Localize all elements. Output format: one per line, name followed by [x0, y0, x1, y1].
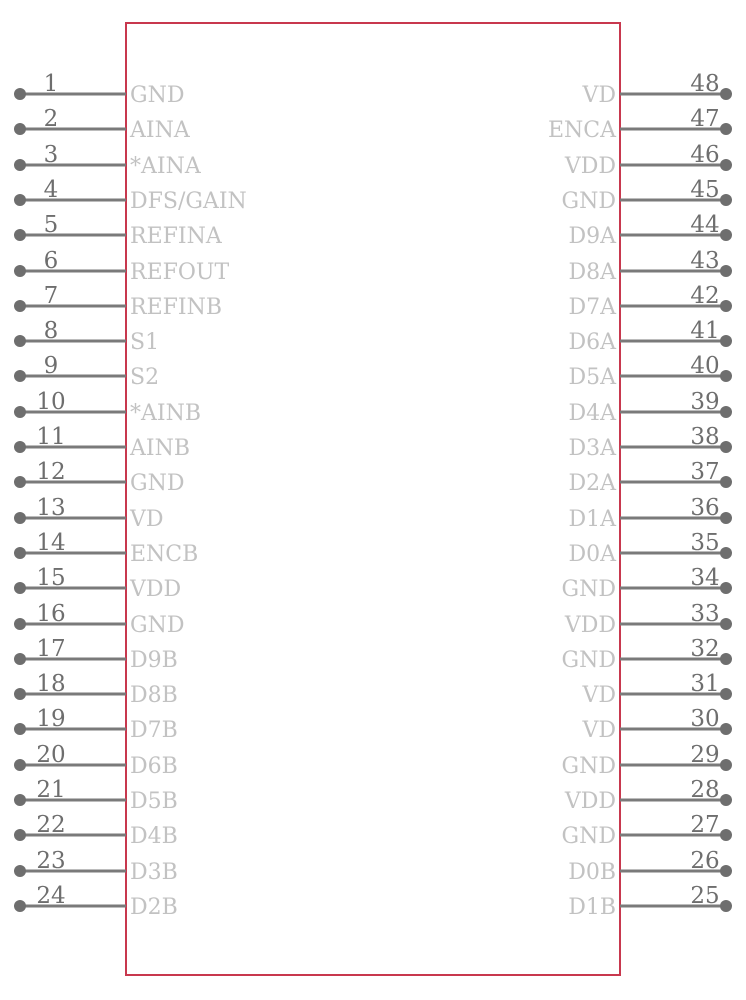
pin-name: VD	[582, 718, 616, 743]
pin-endpoint	[14, 194, 26, 206]
pin-name: D7A	[568, 295, 616, 320]
pin-endpoint	[14, 406, 26, 418]
pin-number: 43	[690, 248, 720, 274]
pin-number: 25	[690, 883, 720, 909]
pin-number: 27	[690, 812, 720, 838]
pin-number: 9	[43, 353, 59, 379]
pin-name: GND	[130, 471, 185, 496]
pin-number: 32	[690, 636, 720, 662]
pin-name: D0A	[568, 542, 616, 567]
pin-number: 40	[690, 353, 720, 379]
pin-name: REFINB	[130, 295, 222, 320]
pin-name: S2	[130, 365, 160, 390]
pin-name: D2B	[130, 895, 178, 920]
pin-number: 35	[690, 530, 720, 556]
pin-endpoint	[720, 123, 732, 135]
pin-endpoint	[720, 759, 732, 771]
right-pin-group	[548, 71, 732, 920]
pin-number: 28	[690, 777, 720, 803]
pin-endpoint	[720, 335, 732, 347]
pin-endpoint	[720, 194, 732, 206]
pin-endpoint	[14, 159, 26, 171]
pin-name: VDD	[130, 577, 182, 602]
pin-name: *AINA	[130, 154, 201, 179]
pin-endpoint	[720, 688, 732, 700]
pin-endpoint	[14, 829, 26, 841]
pin-name: DFS/GAIN	[130, 189, 247, 214]
pin-name: D3B	[130, 860, 178, 885]
pin-endpoint	[720, 265, 732, 277]
pin-endpoint	[720, 618, 732, 630]
pin-name: GND	[561, 754, 616, 779]
pin-endpoint	[720, 794, 732, 806]
pin-endpoint	[720, 88, 732, 100]
pin-endpoint	[14, 370, 26, 382]
pin-name: D9B	[130, 648, 178, 673]
pin-endpoint	[14, 688, 26, 700]
pin-number: 39	[690, 389, 720, 415]
pin-number: 48	[690, 71, 720, 97]
pin-number: 42	[690, 283, 720, 309]
pin-name: D0B	[568, 860, 616, 885]
pin-number: 23	[36, 848, 66, 874]
pin-name: D6B	[130, 754, 178, 779]
pin-name: D6A	[568, 330, 616, 355]
pin-name: D8A	[568, 260, 616, 285]
pin-name: VD	[130, 507, 164, 532]
pin-number: 26	[690, 848, 720, 874]
pin-endpoint	[14, 618, 26, 630]
pin-name: *AINB	[130, 401, 201, 426]
pin-endpoint	[720, 723, 732, 735]
pin-number: 3	[43, 142, 59, 168]
pin-endpoint	[720, 653, 732, 665]
pin-number: 12	[36, 459, 66, 485]
pin-number: 24	[36, 883, 66, 909]
pin-name: ENCA	[547, 118, 616, 143]
pin-number: 22	[36, 812, 66, 838]
pin-number: 19	[36, 706, 66, 732]
pin-name: AINB	[130, 436, 190, 461]
pin-name: VDD	[564, 154, 616, 179]
pin-number: 21	[36, 777, 66, 803]
pin-name: REFOUT	[130, 260, 230, 285]
pin-number: 36	[690, 495, 720, 521]
pin-name: D5A	[568, 365, 616, 390]
pin-number: 6	[43, 248, 59, 274]
pin-name: D2A	[568, 471, 616, 496]
pin-number: 33	[690, 601, 720, 627]
pin-number: 29	[690, 742, 720, 768]
pin-number: 17	[36, 636, 66, 662]
pin-name: D1B	[568, 895, 616, 920]
pin-number: 45	[690, 177, 720, 203]
pin-number: 15	[36, 565, 66, 591]
pin-name: AINA	[130, 118, 190, 143]
pin-endpoint	[14, 476, 26, 488]
pin-endpoint	[14, 547, 26, 559]
pin-number: 47	[690, 106, 720, 132]
pin-endpoint	[14, 123, 26, 135]
pin-number: 37	[690, 459, 720, 485]
pin-endpoint	[720, 159, 732, 171]
pin-number: 5	[43, 212, 59, 238]
pin-endpoint	[720, 300, 732, 312]
pin-name: D4B	[130, 824, 178, 849]
pin-number: 16	[36, 601, 66, 627]
pin-name: GND	[561, 577, 616, 602]
pin-name: VD	[582, 683, 616, 708]
pin-endpoint	[720, 476, 732, 488]
pin-endpoint	[14, 88, 26, 100]
pin-endpoint	[720, 865, 732, 877]
pin-number: 2	[43, 106, 59, 132]
pin-number: 18	[36, 671, 66, 697]
pin-number: 41	[690, 318, 720, 344]
pin-number: 13	[36, 495, 66, 521]
pin-number: 38	[690, 424, 720, 450]
pin-name: GND	[561, 648, 616, 673]
pin-endpoint	[720, 406, 732, 418]
pin-name: GND	[130, 613, 185, 638]
pin-number: 11	[36, 424, 66, 450]
pin-endpoint	[720, 229, 732, 241]
pin-name: D8B	[130, 683, 178, 708]
pin-number: 7	[43, 283, 59, 309]
pin-endpoint	[14, 265, 26, 277]
pin-endpoint	[14, 229, 26, 241]
pin-endpoint	[14, 759, 26, 771]
pin-name: S1	[130, 330, 160, 355]
pin-name: REFINA	[130, 224, 222, 249]
pin-endpoint	[720, 829, 732, 841]
pin-number: 1	[43, 71, 59, 97]
pin-number: 34	[690, 565, 720, 591]
pin-name: D4A	[568, 401, 616, 426]
pin-number: 10	[36, 389, 66, 415]
pin-name: D9A	[568, 224, 616, 249]
pin-name: D1A	[568, 507, 616, 532]
pin-name: GND	[130, 83, 185, 108]
pin-number: 30	[690, 706, 720, 732]
pin-endpoint	[720, 441, 732, 453]
pin-endpoint	[14, 653, 26, 665]
pin-endpoint	[14, 512, 26, 524]
pin-endpoint	[720, 582, 732, 594]
pin-name: GND	[561, 189, 616, 214]
pin-name: VD	[582, 83, 616, 108]
pin-name: VDD	[564, 613, 616, 638]
pin-endpoint	[14, 335, 26, 347]
pin-endpoint	[14, 794, 26, 806]
pin-name: VDD	[564, 789, 616, 814]
pin-endpoint	[14, 300, 26, 312]
pin-number: 20	[36, 742, 66, 768]
pin-endpoint	[14, 441, 26, 453]
pin-number: 8	[43, 318, 59, 344]
pin-name: D3A	[568, 436, 616, 461]
pin-endpoint	[14, 723, 26, 735]
pin-name: D5B	[130, 789, 178, 814]
pin-number: 14	[36, 530, 66, 556]
pin-endpoint	[14, 900, 26, 912]
pin-endpoint	[720, 547, 732, 559]
pin-endpoint	[14, 582, 26, 594]
pin-number: 44	[690, 212, 720, 238]
pin-name: D7B	[130, 718, 178, 743]
pin-number: 46	[690, 142, 720, 168]
pin-name: ENCB	[130, 542, 199, 567]
pin-name: GND	[561, 824, 616, 849]
pin-endpoint	[720, 900, 732, 912]
pin-number: 4	[43, 177, 59, 203]
pin-endpoint	[720, 370, 732, 382]
pin-endpoint	[14, 865, 26, 877]
pin-number: 31	[690, 671, 720, 697]
pin-endpoint	[720, 512, 732, 524]
